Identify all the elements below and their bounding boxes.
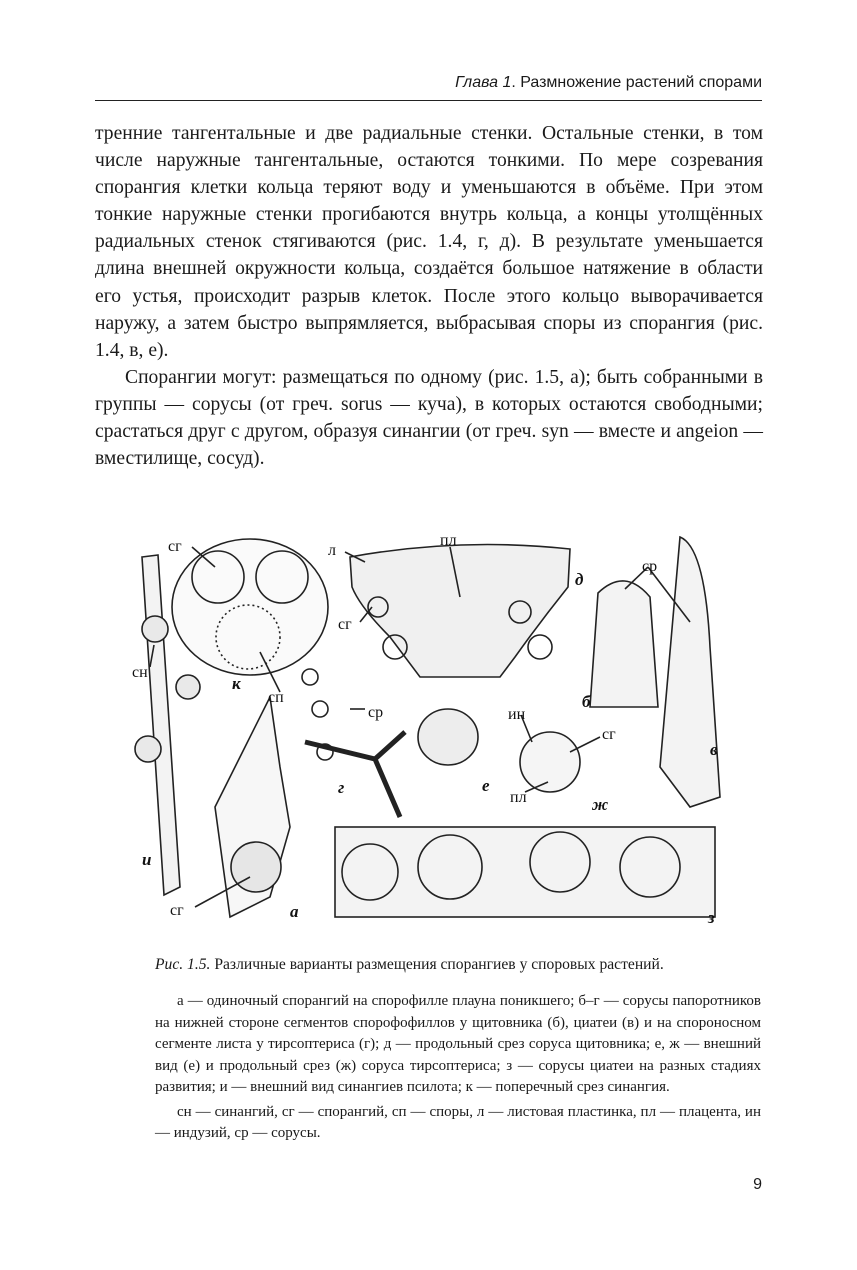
sorus-exterior <box>418 709 478 765</box>
cyathea-segment-drawing <box>660 537 720 807</box>
letter-k: к <box>232 674 241 693</box>
figure-caption <box>155 938 761 1145</box>
sorus-branch-drawing <box>305 732 405 817</box>
letter-i: и <box>142 850 152 869</box>
label-sr-v: ср <box>642 558 658 575</box>
synangium-cross-section <box>172 539 328 675</box>
label-pl-d: пл <box>440 532 457 549</box>
cyathea-sori-strip <box>335 827 715 917</box>
letter-a: а <box>290 902 299 921</box>
letter-z: з <box>708 908 715 927</box>
caption-description: а — одиночный спорангий на спорофилле плауна поникшего; б–г — сорусы папоротников на нижней стороне сегментов спорофофиллов у щитовника (б), циатеи (в) и на спороносном сегменте листа у тирсоптериса (г); д — продольный срез соруса щитовника; е, ж — внешний вид (е) и продольный срез (ж) соруса тирсоптериса; з — сорусы циатеи на разных стадиях развития; и — внешний вид синангиев псилота; к — поперечный срез синангия. <box>155 993 761 1096</box>
label-sn: сн <box>132 664 148 681</box>
label-sg-k: сг <box>168 538 182 555</box>
letter-g: г <box>338 778 345 797</box>
header-chapter: Глава 1 <box>455 74 512 91</box>
label-l: л <box>328 542 336 559</box>
label-sg-d: сг <box>338 616 352 633</box>
fern-segment-drawing <box>590 581 658 707</box>
label-sg-a: сг <box>170 902 184 919</box>
synangium-1 <box>142 616 168 642</box>
label-sr-g: ср <box>368 704 384 721</box>
letter-d: д <box>575 570 584 589</box>
label-in: ин <box>508 706 526 723</box>
sorus-section <box>520 732 580 792</box>
header-title: . Размножение растений спорами <box>511 74 762 91</box>
label-sg-zh: сг <box>602 726 616 743</box>
paragraph-2: Спорангии могут: размещаться по одному (рис. 1.5, а); быть собранными в группы — сорусы (от греч. sorus — куча), в которых остаются свободными; срастаться друг с другом, образуя синангии (от греч. syn — вместе и angeion — вместилище, сосуд). <box>95 366 763 470</box>
paragraph-1: тренние тангентальные и две радиальные стенки. Остальные стенки, в том числе наружные тангентальные, остаются тонкими. По мере созревания спорангия клетки кольца теряют воду и уменьшаются в объёме. При этом тонкие наружные стенки прогибаются внутрь кольца, а концы утолщённых радиальных стенок стягиваются (рис. 1.4, г, д). В результате уменьшается длина внешней окружности кольца, создаётся большое натяжение в области его устья, происходит разрыв клеток. После этого кольцо выворачивается наружу, а затем быстро выпрямляется, выбрасывая споры из спорангия (рис. 1.4, в, е). <box>95 123 763 361</box>
single-sporangium <box>231 842 281 892</box>
letter-zh: ж <box>592 795 609 814</box>
page-number: 9 <box>753 1176 762 1193</box>
synangium-2 <box>176 675 200 699</box>
letter-v: в <box>710 740 718 759</box>
body-text <box>95 120 763 472</box>
sorus-longitudinal-section <box>350 545 570 678</box>
synangium-3 <box>135 736 161 762</box>
caption-legend: сн — синангий, сг — спорангий, сп — споры, л — листовая пластинка, пл — плацента, ин — индузий, ср — сорусы. <box>155 1103 761 1142</box>
running-header <box>95 74 762 101</box>
caption-fig-label: Рис. 1.5. <box>155 955 211 973</box>
letter-b: б <box>582 692 591 711</box>
caption-fig-title: Различные варианты размещения спорангиев у споровых растений. <box>210 955 664 973</box>
letter-e: е <box>482 776 490 795</box>
figure-sporangia-illustration <box>120 527 728 930</box>
label-pl-zh: пл <box>510 789 527 806</box>
label-sp: сп <box>268 689 284 706</box>
caption-title <box>155 954 761 976</box>
